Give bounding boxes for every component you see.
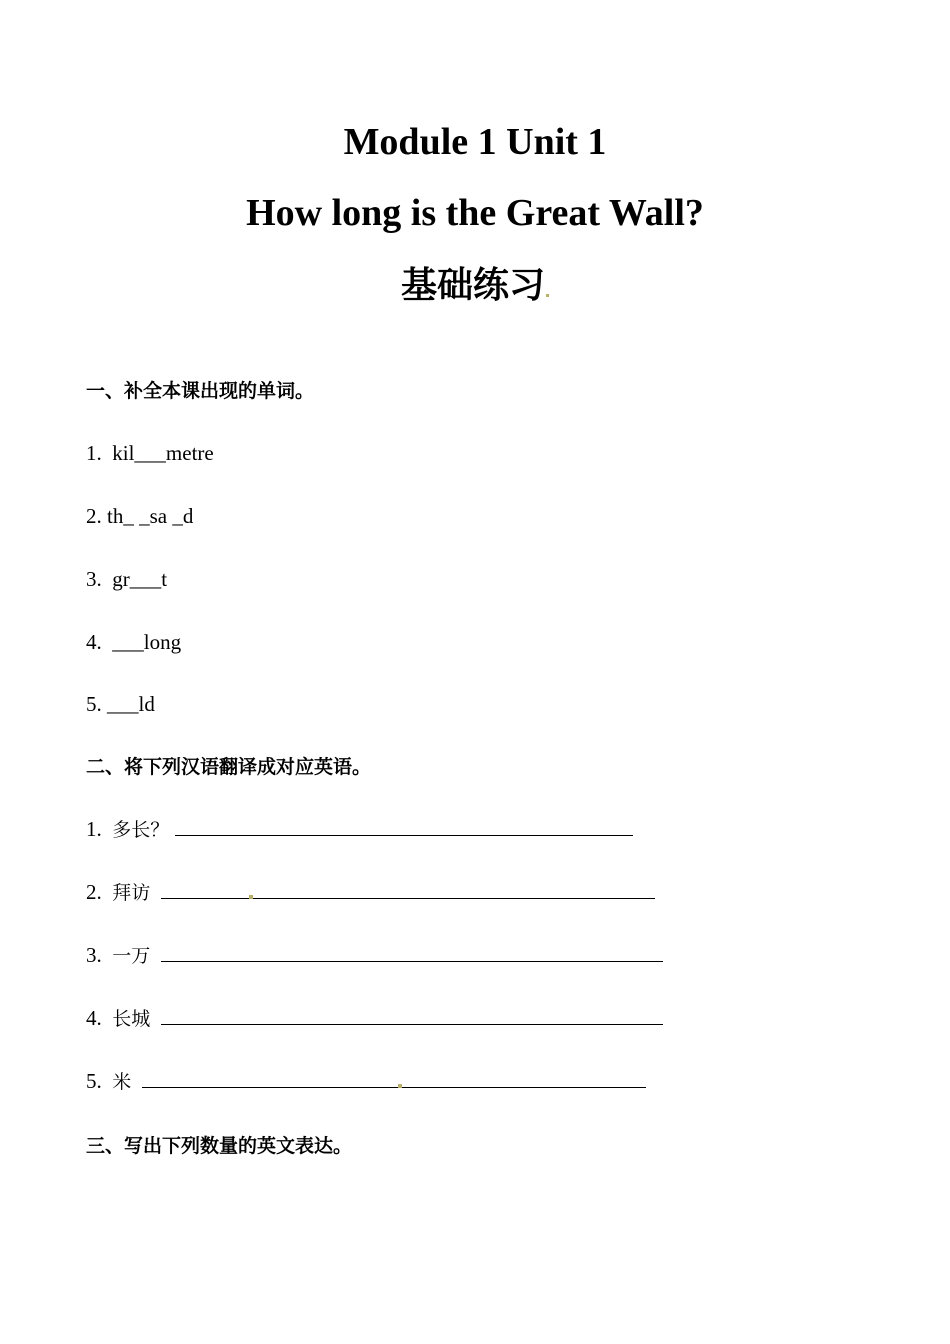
fill-word-item: 4. ___long xyxy=(86,630,182,654)
marker-dot xyxy=(546,294,549,297)
fill-word-item: 1. kil___metre xyxy=(86,441,214,465)
fill-word-item: 3. gr___t xyxy=(86,567,168,591)
section-heading-2: 二、将下列汉语翻译成对应英语。 xyxy=(86,756,372,778)
title-lesson: How long is the Great Wall? xyxy=(246,192,704,234)
answer-blank[interactable] xyxy=(161,941,663,962)
answer-blank[interactable] xyxy=(402,1067,646,1088)
translate-item: 2. 拜访 xyxy=(86,878,655,907)
translate-item: 4. 长城 xyxy=(86,1004,663,1033)
answer-blank[interactable] xyxy=(161,878,249,899)
answer-blank[interactable] xyxy=(142,1067,398,1088)
translate-item: 5. 米 xyxy=(86,1067,646,1096)
answer-blank[interactable] xyxy=(161,1004,663,1025)
title-exercise-type: 基础练习 xyxy=(0,262,950,310)
answer-blank[interactable] xyxy=(175,815,633,836)
section-heading-1: 一、补全本课出现的单词。 xyxy=(86,380,315,402)
fill-word-item: 5. ___ld xyxy=(86,692,155,716)
section-heading-3: 三、写出下列数量的英文表达。 xyxy=(86,1135,353,1157)
translate-item: 3. 一万 xyxy=(86,941,663,970)
translate-item: 1. 多长？ xyxy=(86,815,633,844)
answer-blank[interactable] xyxy=(253,878,655,899)
fill-word-item: 2. th_ _sa _d xyxy=(86,504,194,528)
title-module-unit: Module 1 Unit 1 xyxy=(343,121,607,163)
